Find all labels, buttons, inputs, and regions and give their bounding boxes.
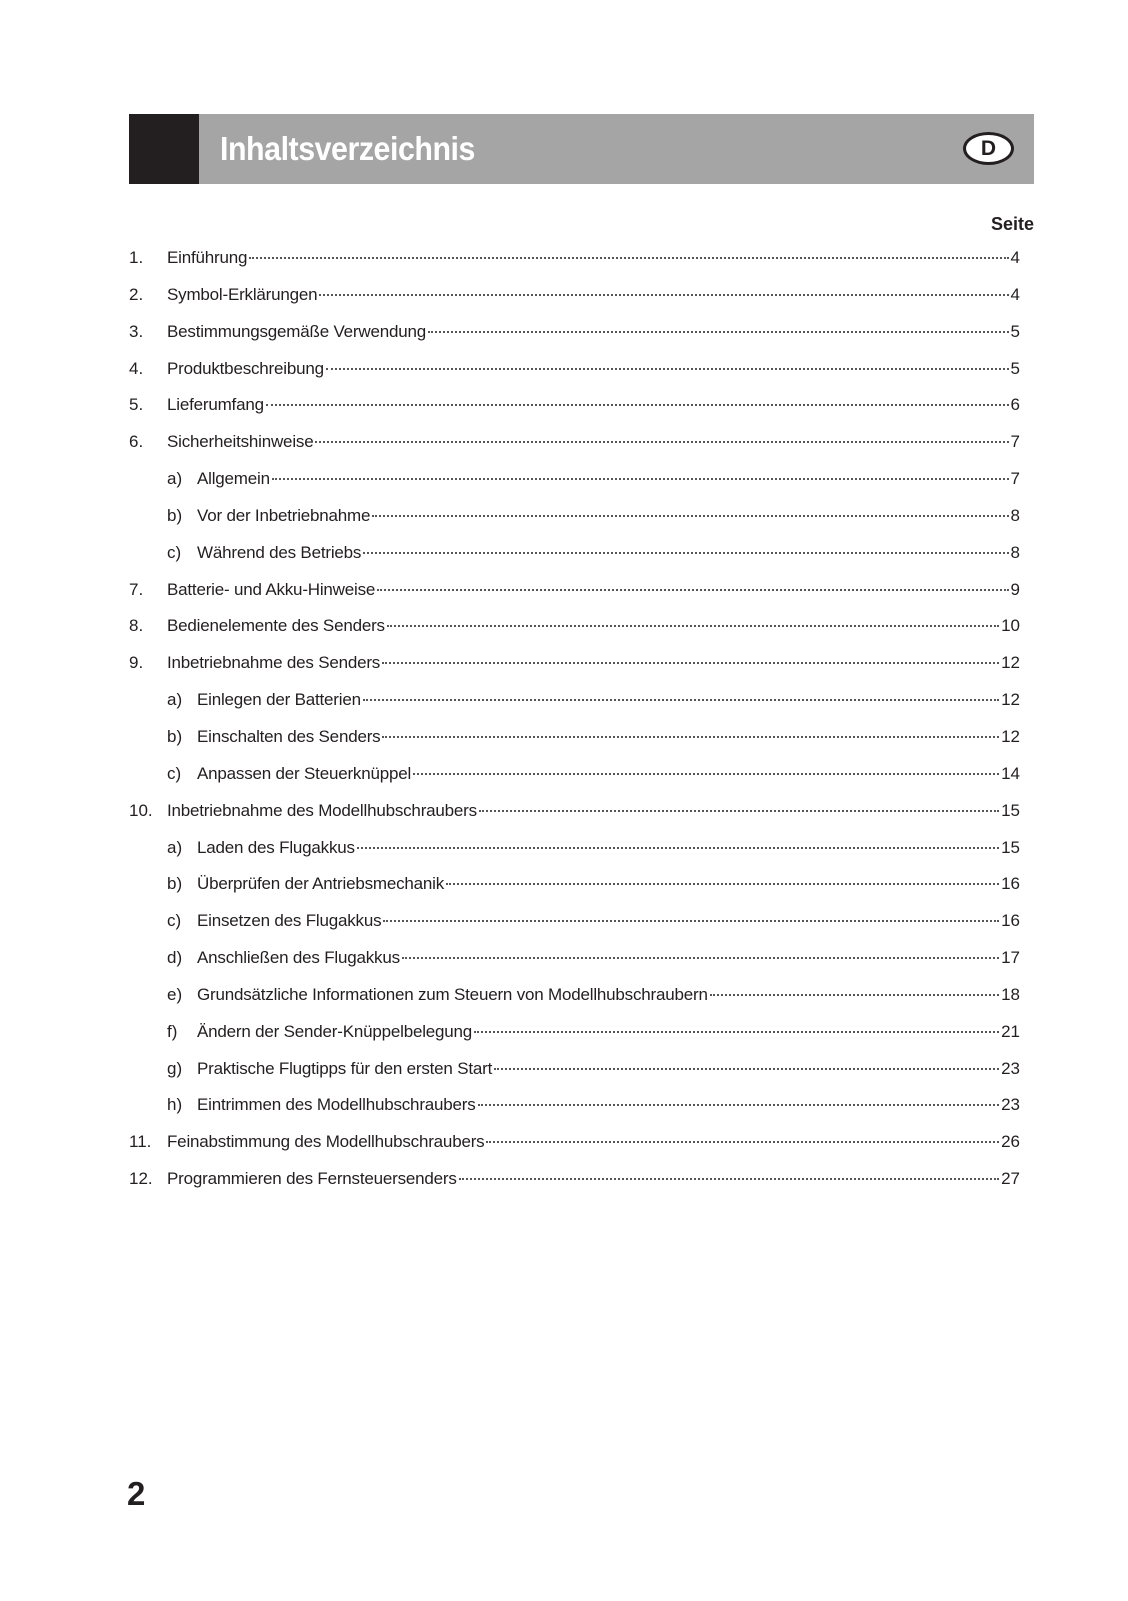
toc-entry-number: b)	[167, 874, 183, 894]
toc-entry[interactable]	[129, 248, 1020, 285]
toc-entry[interactable]	[129, 911, 1020, 948]
toc-entry-number: c)	[167, 542, 182, 562]
toc-entry-page: 9	[1010, 579, 1020, 599]
toc-entry-title: Symbol-Erklärungen	[167, 284, 318, 304]
toc-entry-title: Ändern der Sender-Knüppelbelegung	[197, 1021, 473, 1041]
toc-entry[interactable]	[129, 543, 1020, 580]
toc-entry-number: c)	[167, 763, 182, 783]
toc-entry-number: 2.	[129, 284, 144, 304]
dot-leader	[446, 883, 999, 885]
toc-entry-title: Feinabstimmung des Modellhubschraubers	[167, 1132, 485, 1152]
toc-entry-title: Anpassen der Steuerknüppel	[197, 763, 412, 783]
toc-entry-page: 4	[1010, 248, 1020, 267]
dot-leader	[377, 589, 1008, 591]
toc-entry-title: Inbetriebnahme des Modellhubschraubers	[167, 800, 477, 820]
toc-entry[interactable]	[129, 322, 1020, 359]
toc-entry[interactable]	[129, 580, 1020, 617]
dot-leader	[494, 1068, 999, 1070]
toc-entry-title: Überprüfen der Antriebsmechanik	[197, 874, 445, 894]
toc-entry-page: 12	[1001, 726, 1020, 746]
dot-leader	[428, 331, 1009, 333]
toc-entry-page: 6	[1010, 395, 1020, 415]
toc-entry[interactable]	[129, 801, 1020, 838]
toc-entry-page: 12	[1001, 653, 1020, 673]
toc-entry-number: 11.	[129, 1132, 152, 1152]
toc-entry-page: 4	[1010, 284, 1020, 304]
toc-entry[interactable]	[129, 285, 1020, 322]
page-title: Inhaltsverzeichnis	[220, 130, 475, 167]
toc-entry-page: 15	[1001, 837, 1020, 857]
dot-leader	[266, 404, 1009, 406]
language-badge: D	[963, 132, 1014, 165]
toc-entry-page: 10	[1001, 616, 1020, 636]
toc-entry[interactable]	[129, 653, 1020, 690]
toc-entry-number: a)	[167, 690, 183, 710]
toc-entry-number: 9.	[129, 653, 144, 673]
page-number: 2	[127, 1475, 146, 1512]
toc-entry[interactable]	[129, 616, 1020, 653]
toc-entry-number: a)	[167, 837, 183, 857]
toc-entry-page: 14	[1001, 763, 1020, 783]
toc-entry-number: c)	[167, 911, 182, 931]
dot-leader	[478, 1104, 1000, 1106]
chapter-header	[129, 114, 1034, 184]
dot-leader	[413, 773, 999, 775]
toc-entry-number: g)	[167, 1058, 183, 1078]
toc-entry-number: 3.	[129, 321, 144, 341]
toc-entry-title: Einsetzen des Flugakkus	[197, 911, 382, 931]
toc-entry[interactable]	[129, 1132, 1020, 1169]
toc-entry-title: Grundsätzliche Informationen zum Steuern von Modellhubschraubern	[197, 984, 708, 1004]
toc-entry-page: 12	[1001, 690, 1020, 710]
toc-entry[interactable]	[129, 948, 1020, 985]
toc-entry-number: 8.	[129, 616, 144, 636]
toc-entry-page: 21	[1001, 1021, 1020, 1041]
toc-entry-number: d)	[167, 948, 183, 968]
toc-entry[interactable]	[129, 874, 1020, 911]
toc-entry[interactable]	[129, 1022, 1020, 1059]
toc-entry-number: 7.	[129, 579, 144, 599]
dot-leader	[382, 662, 999, 664]
dot-leader	[402, 957, 999, 959]
toc-entry-number: h)	[167, 1095, 183, 1115]
toc-entry[interactable]	[129, 764, 1020, 801]
toc-entry-number: 6.	[129, 432, 144, 452]
toc-entry-number: 12.	[129, 1169, 153, 1189]
toc-entry-title: Laden des Flugakkus	[197, 837, 355, 857]
toc-entry-page: 5	[1010, 321, 1020, 341]
dot-leader	[387, 625, 999, 627]
dot-leader	[479, 810, 999, 812]
dot-leader	[382, 736, 999, 738]
toc-entry-page: 5	[1010, 358, 1020, 378]
toc-entry[interactable]	[129, 506, 1020, 543]
toc-entry[interactable]	[129, 838, 1020, 875]
toc-entry-title: Anschließen des Flugakkus	[197, 948, 400, 968]
toc-entry-title: Batterie- und Akku-Hinweise	[167, 579, 376, 599]
dot-leader	[363, 699, 999, 701]
dot-leader	[372, 515, 1008, 517]
dot-leader	[459, 1178, 999, 1180]
toc-entry[interactable]	[129, 432, 1020, 469]
dot-leader	[315, 441, 1008, 443]
toc-entry-page: 15	[1001, 800, 1020, 820]
toc-entry-title: Während des Betriebs	[197, 542, 362, 562]
toc-entry-page: 23	[1001, 1058, 1020, 1078]
toc-entry-number: b)	[167, 505, 183, 525]
dot-leader	[710, 994, 999, 996]
dot-leader	[474, 1031, 999, 1033]
toc-entry-number: b)	[167, 726, 183, 746]
toc-entry-title: Einführung	[167, 248, 248, 267]
dot-leader	[326, 368, 1009, 370]
toc-entry[interactable]	[129, 985, 1020, 1022]
toc-entry-page: 17	[1001, 948, 1020, 968]
toc-entry-page: 7	[1010, 432, 1020, 452]
toc-entry-title: Einlegen der Batterien	[197, 690, 361, 710]
toc-entry[interactable]	[129, 1059, 1020, 1096]
toc-entry[interactable]	[129, 1095, 1020, 1132]
toc-entry-page: 23	[1001, 1095, 1020, 1115]
header-black-block	[129, 114, 199, 184]
dot-leader	[357, 847, 999, 849]
toc-entry-title: Lieferumfang	[167, 395, 264, 415]
dot-leader	[249, 257, 1008, 259]
toc-entry-number: 1.	[129, 248, 144, 267]
toc-entry[interactable]	[129, 469, 1020, 506]
dot-leader	[363, 552, 1008, 554]
toc-entry-title: Produktbeschreibung	[167, 358, 324, 378]
dot-leader	[319, 294, 1008, 296]
dot-leader	[383, 920, 999, 922]
toc-entry-page: 8	[1010, 542, 1020, 562]
page-column-label: Seite	[990, 214, 1034, 234]
toc-entry-page: 26	[1001, 1132, 1020, 1152]
toc-entry-number: 5.	[129, 395, 144, 415]
toc-entry-title: Sicherheitshinweise	[167, 432, 314, 452]
toc-entry-page: 18	[1001, 984, 1020, 1004]
toc-entry-page: 16	[1001, 874, 1020, 894]
toc-entry-page: 27	[1001, 1169, 1020, 1189]
toc-entry-number: a)	[167, 469, 183, 489]
toc-entry-title: Programmieren des Fernsteuersenders	[167, 1169, 457, 1189]
toc-entry-number: e)	[167, 984, 183, 1004]
toc-entry-title: Vor der Inbetriebnahme	[197, 505, 371, 525]
toc-entry-title: Inbetriebnahme des Senders	[167, 653, 381, 673]
toc-entry-title: Praktische Flugtipps für den ersten Start	[197, 1058, 493, 1078]
toc-entry-title: Allgemein	[197, 469, 270, 489]
toc-entry-page: 16	[1001, 911, 1020, 931]
dot-leader	[272, 478, 1009, 480]
table-of-contents	[129, 248, 1020, 1206]
toc-entry[interactable]	[129, 690, 1020, 727]
toc-entry-number: f)	[167, 1021, 178, 1041]
toc-entry-page: 7	[1010, 469, 1020, 489]
toc-entry[interactable]	[129, 1169, 1020, 1206]
toc-entry-title: Eintrimmen des Modellhubschraubers	[197, 1095, 476, 1115]
dot-leader	[486, 1141, 999, 1143]
toc-entry[interactable]	[129, 359, 1020, 396]
toc-entry-page: 8	[1010, 505, 1020, 525]
toc-entry-title: Bedienelemente des Senders	[167, 616, 385, 636]
toc-entry-number: 4.	[129, 358, 144, 378]
toc-entry-title: Einschalten des Senders	[197, 726, 381, 746]
toc-entry[interactable]	[129, 395, 1020, 432]
toc-entry-number: 10.	[129, 800, 153, 820]
toc-entry-title: Bestimmungsgemäße Verwendung	[167, 321, 426, 341]
toc-entry[interactable]	[129, 727, 1020, 764]
